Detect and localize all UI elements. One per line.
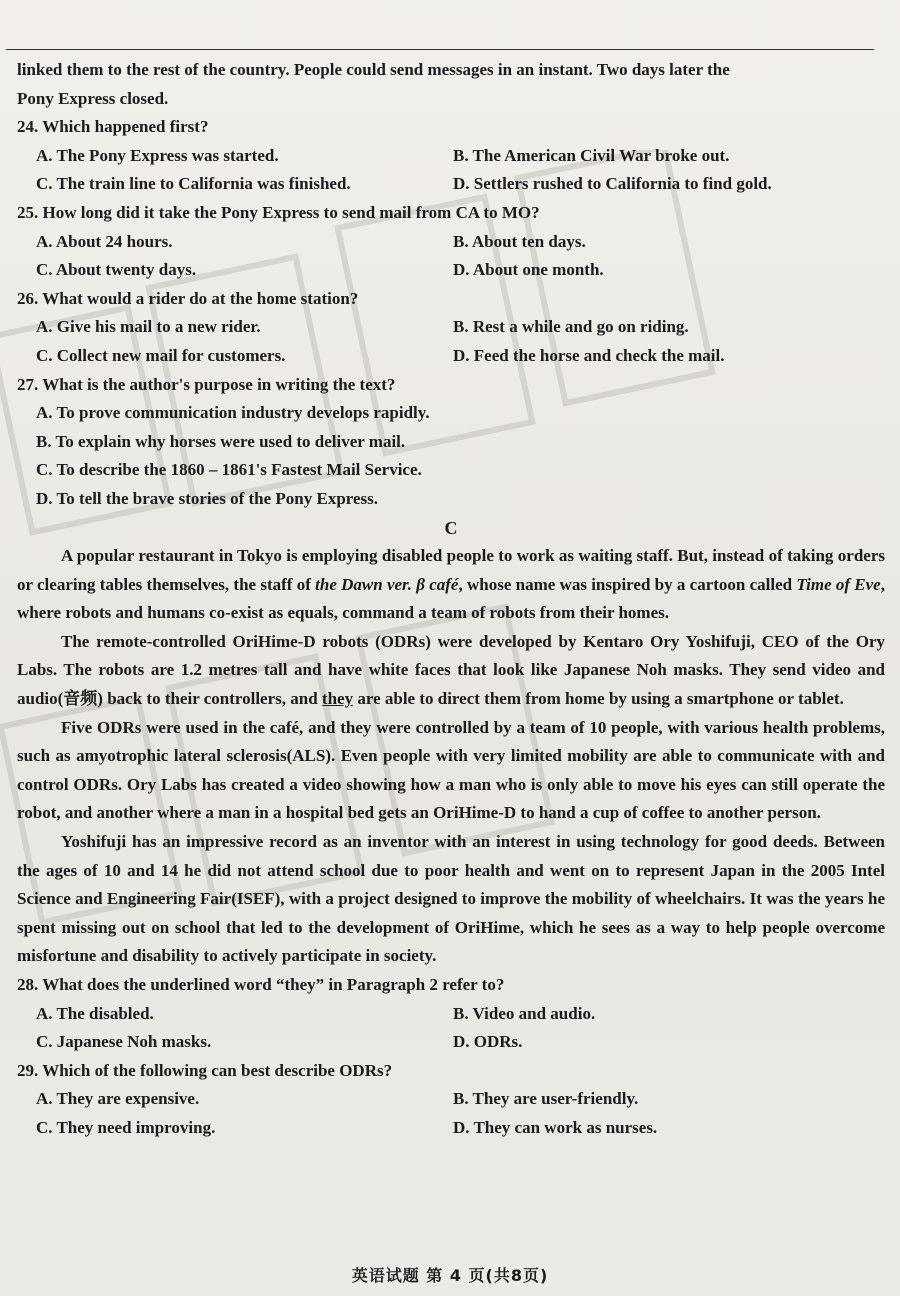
option-c[interactable]: C. To describe the 1860 – 1861's Fastest Mail Service. — [36, 460, 422, 480]
options-row — [17, 342, 885, 371]
option-a[interactable]: A. The Pony Express was started. — [36, 145, 279, 165]
paragraph-text: are able to direct them from home by using a smartphone or tablet. — [353, 689, 844, 709]
page-content — [17, 56, 885, 1143]
option-a[interactable]: A. About 24 hours. — [36, 231, 173, 251]
question-27: 27. What is the author's purpose in writing the text? — [17, 374, 396, 394]
question-25: 25. How long did it take the Pony Express to send mail from CA to MO? — [17, 202, 540, 222]
passage-paragraph-3: Five ODRs were used in the café, and they were controlled by a team of 10 people, with various health problems, such as amyotrophic lateral sclerosis(ALS). Even people with very limited mobility are able to communicate with and control ODRs. Ory Labs has created a video showing how a man who is only able to move his eyes can still operate the robot, and another where a man in a hospital bed gets an OriHime-D to hand a cup of coffee to another person. — [17, 717, 885, 823]
option-b[interactable]: B. Rest a while and go on riding. — [453, 317, 689, 337]
underlined-word-they: they — [321, 689, 354, 709]
paragraph-text: , where robots and humans co-exist as equals, command a team of robots from their homes. — [17, 574, 885, 623]
options-row — [17, 1000, 885, 1029]
text-line: linked them to the rest of the country. People could send messages in an instant. Two days later the — [17, 60, 730, 79]
options-row — [17, 256, 885, 285]
option-b[interactable]: B. Video and audio. — [453, 1003, 596, 1023]
question-24: 24. Which happened first? — [17, 117, 209, 137]
option-a[interactable]: A. The disabled. — [36, 1003, 154, 1023]
option-d[interactable]: D. Settlers rushed to California to find gold. — [453, 174, 772, 194]
cafe-name: the Dawn ver. β café — [315, 574, 459, 594]
options-row — [17, 1085, 885, 1114]
question-26: 26. What would a rider do at the home station? — [17, 288, 359, 308]
option-d[interactable]: D. They can work as nurses. — [453, 1117, 658, 1137]
option-c[interactable]: C. About twenty days. — [36, 260, 197, 280]
text-line: Pony Express closed. — [17, 88, 169, 108]
passage-paragraph-4: Yoshifuji has an impressive record as an inventor with an interest in using technology for good deeds. Between the ages of 10 and 14 he did not attend school due to poor health and went on to represent Japan in the 2005 Intel Science and Engineering Fair(ISEF), with a project designed to improve the mobility of wheelchairs. It was the years he spent missing out on school that led to the development of OriHime, which he sees as a way to help people overcome misfortune and disability to actively participate in society. — [17, 832, 885, 966]
option-d[interactable]: D. To tell the brave stories of the Pony Express. — [36, 488, 379, 508]
option-a[interactable]: A. To prove communication industry develops rapidly. — [36, 403, 430, 423]
option-a[interactable]: A. They are expensive. — [36, 1089, 200, 1109]
option-b[interactable]: B. The American Civil War broke out. — [453, 145, 730, 165]
paragraph-text: A popular restaurant in Tokyo is employing disabled people to work as waiting staff. But, instead of taking orders or clearing tables themselves, the staff of — [17, 546, 885, 594]
question-28: 28. What does the underlined word “they” in Paragraph 2 refer to? — [17, 975, 505, 994]
option-a[interactable]: A. Give his mail to a new rider. — [36, 317, 261, 337]
option-c[interactable]: C. Japanese Noh masks. — [36, 1032, 212, 1052]
options-row — [17, 1028, 885, 1057]
page-footer: 英语试题 第 4 页(共8页) — [351, 1266, 549, 1285]
option-b[interactable]: B. To explain why horses were used to deliver mail. — [36, 431, 406, 451]
paragraph-text: , whose name was inspired by a cartoon called — [458, 574, 797, 594]
question-29: 29. Which of the following can best describe ODRs? — [17, 1060, 393, 1080]
options-row — [17, 1114, 885, 1143]
option-c[interactable]: C. Collect new mail for customers. — [36, 345, 286, 365]
passage-paragraph-1 — [17, 542, 885, 628]
option-d[interactable]: D. Feed the horse and check the mail. — [453, 345, 725, 365]
section-heading-c: C — [444, 517, 458, 538]
option-d[interactable]: D. ODRs. — [453, 1032, 523, 1052]
options-row — [17, 142, 885, 171]
option-c[interactable]: C. They need improving. — [36, 1117, 216, 1137]
options-row — [17, 170, 885, 199]
option-b[interactable]: B. They are user-friendly. — [453, 1089, 639, 1109]
paragraph-text: The remote-controlled OriHime-D robots (ODRs) were developed by Kentaro Ory Yoshifuji, CEO of the Ory Labs. The robots are 1.2 metres tall and have white faces that look like Japanese Noh masks. They send video and audio(音频) back to their controllers, and — [17, 631, 885, 709]
passage-paragraph-2 — [17, 628, 885, 714]
option-b[interactable]: B. About ten days. — [453, 231, 586, 251]
options-row — [17, 313, 885, 342]
options-row — [17, 228, 885, 257]
top-rule — [6, 49, 874, 50]
option-d[interactable]: D. About one month. — [453, 260, 604, 280]
option-c[interactable]: C. The train line to California was finished. — [36, 174, 351, 194]
cartoon-title: Time of Eve — [796, 574, 881, 594]
